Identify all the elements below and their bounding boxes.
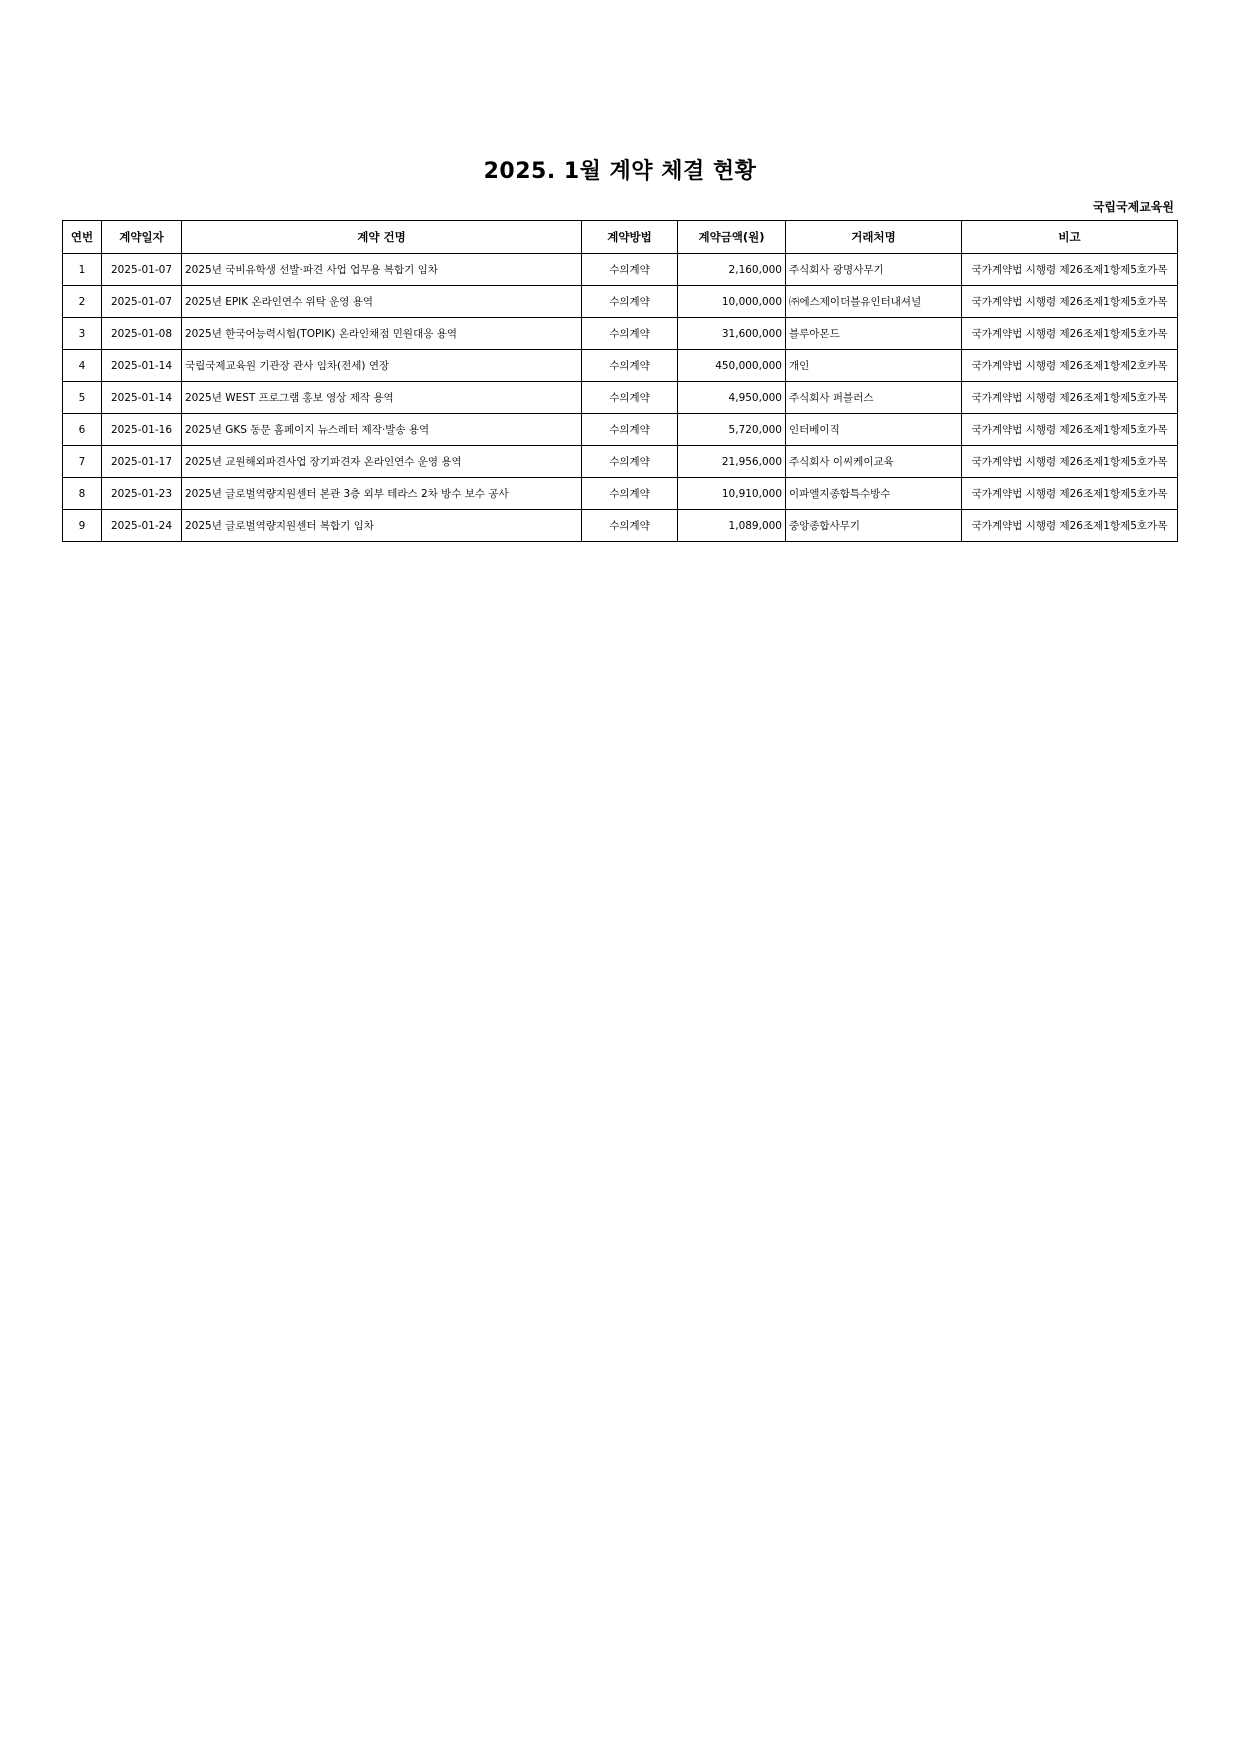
- cell-date: 2025-01-24: [102, 510, 182, 542]
- table-row: [63, 414, 1178, 446]
- cell-amount: 31,600,000: [678, 318, 786, 350]
- cell-note: 국가계약법 시행령 제26조제1항제5호가목: [962, 510, 1178, 542]
- cell-name: 2025년 WEST 프로그램 홍보 영상 제작 용역: [182, 382, 582, 414]
- cell-method: 수의계약: [582, 350, 678, 382]
- table-row: [63, 510, 1178, 542]
- cell-date: 2025-01-17: [102, 446, 182, 478]
- cell-method: 수의계약: [582, 414, 678, 446]
- cell-date: 2025-01-14: [102, 382, 182, 414]
- table-header-row: [63, 221, 1178, 254]
- cell-name: 국립국제교육원 기관장 관사 임차(전세) 연장: [182, 350, 582, 382]
- cell-date: 2025-01-16: [102, 414, 182, 446]
- cell-date: 2025-01-23: [102, 478, 182, 510]
- cell-vendor: 주식회사 퍼블러스: [786, 382, 962, 414]
- header-vendor: 거래처명: [786, 221, 962, 254]
- header-no: 연번: [63, 221, 102, 254]
- cell-no: 7: [63, 446, 102, 478]
- cell-vendor: 중앙종합사무기: [786, 510, 962, 542]
- organization-name: 국립국제교육원: [1092, 200, 1174, 214]
- cell-method: 수의계약: [582, 382, 678, 414]
- cell-amount: 1,089,000: [678, 510, 786, 542]
- cell-vendor: 주식회사 이씨케이교육: [786, 446, 962, 478]
- header-date: 계약일자: [102, 221, 182, 254]
- table-row: [63, 318, 1178, 350]
- contracts-table: [62, 220, 1178, 542]
- cell-method: 수의계약: [582, 446, 678, 478]
- cell-method: 수의계약: [582, 254, 678, 286]
- cell-amount: 2,160,000: [678, 254, 786, 286]
- cell-amount: 10,910,000: [678, 478, 786, 510]
- cell-method: 수의계약: [582, 318, 678, 350]
- cell-no: 3: [63, 318, 102, 350]
- cell-vendor: 주식회사 광명사무기: [786, 254, 962, 286]
- cell-name: 2025년 국비유학생 선발·파견 사업 업무용 복합기 임차: [182, 254, 582, 286]
- table-row: [63, 478, 1178, 510]
- cell-date: 2025-01-08: [102, 318, 182, 350]
- cell-vendor: 인터베이직: [786, 414, 962, 446]
- header-name: 계약 건명: [182, 221, 582, 254]
- cell-amount: 450,000,000: [678, 350, 786, 382]
- header-method: 계약방법: [582, 221, 678, 254]
- cell-method: 수의계약: [582, 510, 678, 542]
- cell-amount: 4,950,000: [678, 382, 786, 414]
- cell-amount: 21,956,000: [678, 446, 786, 478]
- cell-no: 4: [63, 350, 102, 382]
- cell-amount: 10,000,000: [678, 286, 786, 318]
- cell-method: 수의계약: [582, 478, 678, 510]
- cell-name: 2025년 EPIK 온라인연수 위탁 운영 용역: [182, 286, 582, 318]
- cell-vendor: 블루아몬드: [786, 318, 962, 350]
- cell-date: 2025-01-07: [102, 286, 182, 318]
- table-row: [63, 286, 1178, 318]
- cell-note: 국가계약법 시행령 제26조제1항제5호가목: [962, 478, 1178, 510]
- cell-note: 국가계약법 시행령 제26조제1항제5호가목: [962, 286, 1178, 318]
- table-row: [63, 350, 1178, 382]
- cell-no: 1: [63, 254, 102, 286]
- cell-no: 2: [63, 286, 102, 318]
- cell-name: 2025년 글로벌역량지원센터 본관 3층 외부 테라스 2차 방수 보수 공사: [182, 478, 582, 510]
- cell-no: 6: [63, 414, 102, 446]
- cell-vendor: 개인: [786, 350, 962, 382]
- cell-no: 5: [63, 382, 102, 414]
- document-title: 2025. 1월 계약 체결 현황: [483, 159, 757, 184]
- cell-note: 국가계약법 시행령 제26조제1항제5호가목: [962, 318, 1178, 350]
- cell-name: 2025년 교원해외파견사업 장기파견자 온라인연수 운영 용역: [182, 446, 582, 478]
- cell-vendor: ㈜에스제이더블유인터내셔널: [786, 286, 962, 318]
- cell-name: 2025년 글로벌역량지원센터 복합기 임차: [182, 510, 582, 542]
- cell-note: 국가계약법 시행령 제26조제1항제2호카목: [962, 350, 1178, 382]
- cell-date: 2025-01-14: [102, 350, 182, 382]
- cell-no: 8: [63, 478, 102, 510]
- cell-name: 2025년 GKS 동문 홈페이지 뉴스레터 제작·발송 용역: [182, 414, 582, 446]
- table-row: [63, 254, 1178, 286]
- cell-amount: 5,720,000: [678, 414, 786, 446]
- table-row: [63, 446, 1178, 478]
- cell-vendor: 이파엘지종합특수방수: [786, 478, 962, 510]
- cell-method: 수의계약: [582, 286, 678, 318]
- header-amount: 계약금액(원): [678, 221, 786, 254]
- cell-note: 국가계약법 시행령 제26조제1항제5호가목: [962, 254, 1178, 286]
- cell-note: 국가계약법 시행령 제26조제1항제5호가목: [962, 382, 1178, 414]
- cell-date: 2025-01-07: [102, 254, 182, 286]
- cell-note: 국가계약법 시행령 제26조제1항제5호가목: [962, 446, 1178, 478]
- cell-name: 2025년 한국어능력시험(TOPIK) 온라인채점 민원대응 용역: [182, 318, 582, 350]
- cell-no: 9: [63, 510, 102, 542]
- cell-note: 국가계약법 시행령 제26조제1항제5호가목: [962, 414, 1178, 446]
- header-note: 비고: [962, 221, 1178, 254]
- table-row: [63, 382, 1178, 414]
